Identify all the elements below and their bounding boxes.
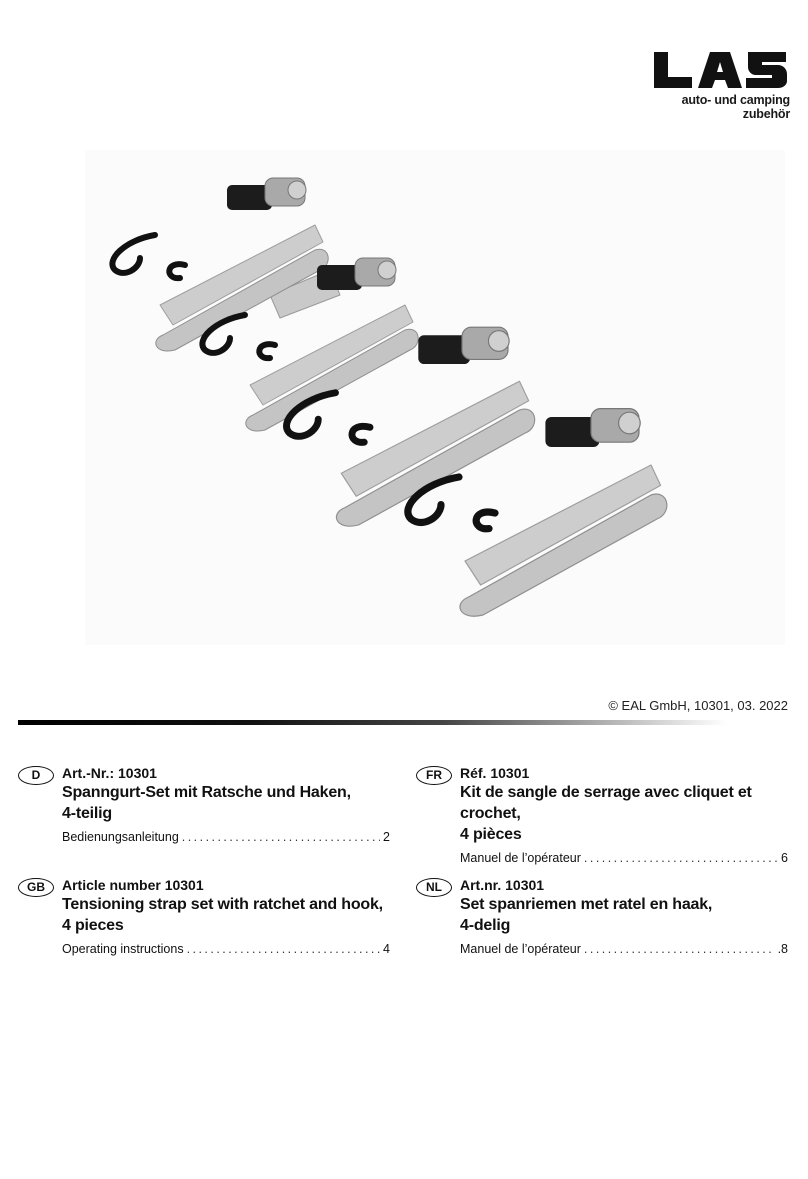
toc-entry[interactable] bbox=[62, 830, 390, 844]
language-badge: D bbox=[18, 766, 54, 785]
brand-tagline: auto- und camping zubehör bbox=[681, 93, 790, 121]
manual-label: Manuel de l’opérateur bbox=[460, 942, 581, 956]
page-number: 6 bbox=[781, 851, 788, 865]
product-title-line1: Set spanriemen met ratel en haak, bbox=[460, 896, 713, 913]
entry-german bbox=[20, 764, 390, 844]
entry-english bbox=[20, 876, 390, 956]
language-badge: GB bbox=[18, 878, 54, 897]
page-number: 2 bbox=[383, 830, 390, 844]
toc-entry[interactable] bbox=[460, 851, 788, 865]
brand-logo bbox=[640, 50, 790, 121]
entry-french bbox=[418, 764, 788, 865]
manual-label: Manuel de l’opérateur bbox=[460, 851, 581, 865]
leader-dots bbox=[584, 942, 775, 956]
page-number: .8 bbox=[777, 942, 788, 956]
product-title-line2: 4-teilig bbox=[62, 805, 112, 822]
language-badge: NL bbox=[416, 878, 452, 897]
article-number: Art.-Nr.: 10301 bbox=[62, 765, 157, 781]
article-number: Art.nr. 10301 bbox=[460, 877, 545, 893]
article-number: Réf. 10301 bbox=[460, 765, 530, 781]
las-logo-icon bbox=[652, 50, 790, 90]
ratchet-strap-set-photo-icon bbox=[85, 150, 785, 645]
toc-entry[interactable] bbox=[62, 942, 390, 956]
leader-dots bbox=[182, 830, 380, 844]
leader-dots bbox=[584, 851, 778, 865]
toc-entry[interactable] bbox=[460, 942, 788, 956]
product-title-line1: Spanngurt-Set mit Ratsche und Haken, bbox=[62, 784, 351, 801]
page-number: 4 bbox=[383, 942, 390, 956]
copyright-notice: © EAL GmbH, 10301, 03. 2022 bbox=[608, 698, 788, 713]
leader-dots bbox=[187, 942, 380, 956]
product-title-line1: Kit de sangle de serrage avec cliquet et crochet, bbox=[460, 784, 752, 822]
article-number: Article number 10301 bbox=[62, 877, 204, 893]
divider-rule bbox=[18, 720, 788, 725]
entry-dutch bbox=[418, 876, 788, 956]
product-title-line2: 4 pièces bbox=[460, 826, 522, 843]
manual-label: Operating instructions bbox=[62, 942, 184, 956]
product-title-line2: 4 pieces bbox=[62, 917, 124, 934]
product-title-line2: 4-delig bbox=[460, 917, 511, 934]
manual-label: Bedienungsanleitung bbox=[62, 830, 179, 844]
language-badge: FR bbox=[416, 766, 452, 785]
product-title-line1: Tensioning strap set with ratchet and hook, bbox=[62, 896, 383, 913]
product-photo bbox=[85, 150, 785, 645]
